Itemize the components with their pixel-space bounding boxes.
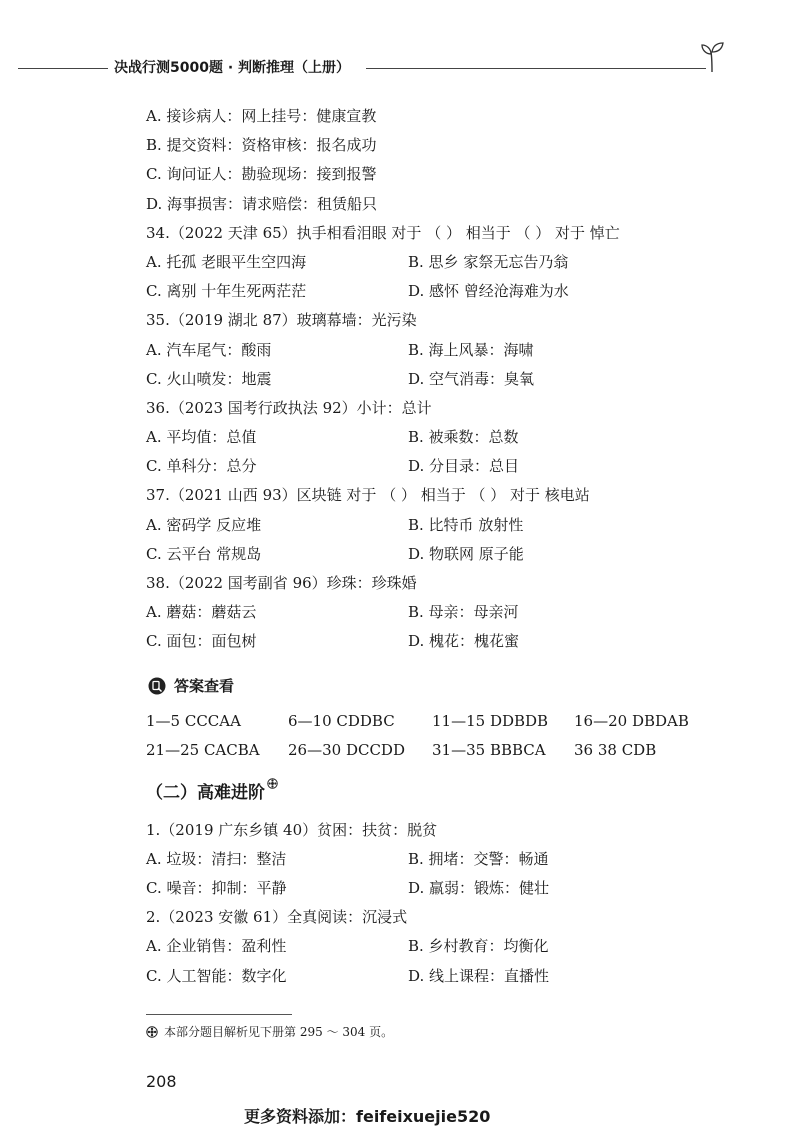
line-text: C. 单科分：总分 bbox=[146, 457, 257, 476]
line-text-right: D. 空气消毒：臭氧 bbox=[408, 369, 535, 388]
answers-heading-text: 答案查看 bbox=[174, 676, 235, 695]
line-text: 38.（2022 国考副省 96）珍珠：珍珠婚 bbox=[146, 574, 417, 592]
text-line bbox=[146, 306, 726, 335]
line-text: C. 火山喷发：地震 bbox=[146, 369, 272, 388]
text-line bbox=[146, 903, 726, 932]
header-rule-left bbox=[18, 68, 108, 69]
line-text-right: B. 拥堵：交警：畅通 bbox=[408, 849, 549, 868]
text-line bbox=[146, 160, 726, 189]
text-line bbox=[146, 932, 726, 961]
text-line bbox=[146, 540, 726, 569]
page-number: 208 bbox=[146, 1072, 177, 1091]
text-line bbox=[146, 102, 726, 131]
answer-group: 11—15 DDBDB bbox=[432, 711, 549, 730]
line-text: A. 汽车尾气：酸雨 bbox=[146, 340, 272, 359]
book-title: 决战行测5000题 · 判断推理（上册） bbox=[114, 60, 351, 76]
line-text-right: B. 被乘数：总数 bbox=[408, 428, 519, 447]
line-text: 36.（2023 国考行政执法 92）小计：总计 bbox=[146, 398, 432, 417]
question-block-top bbox=[146, 102, 726, 657]
text-line bbox=[146, 365, 726, 394]
line-text: A. 接诊病人：网上挂号：健康宣教 bbox=[146, 107, 377, 125]
line-text-right: B. 乡村教育：均衡化 bbox=[408, 937, 549, 956]
text-line bbox=[146, 845, 726, 874]
line-text-right: D. 感怀 曾经沧海难为水 bbox=[408, 282, 569, 301]
line-text: A. 平均值：总值 bbox=[146, 428, 257, 447]
text-line bbox=[146, 423, 726, 452]
answer-group: 21—25 CACBA bbox=[146, 741, 260, 760]
text-line bbox=[146, 219, 726, 248]
text-line bbox=[146, 627, 726, 656]
line-text: C. 询问证人：勘验现场：接到报警 bbox=[146, 165, 377, 184]
footnote-text: 本部分题目解析见下册第 295 ～ 304 页。 bbox=[164, 1025, 394, 1039]
answer-group: 1—5 CCCAA bbox=[146, 711, 241, 730]
page-content bbox=[146, 102, 726, 991]
answer-group: 26—30 DCCDD bbox=[288, 741, 405, 760]
header-rule-right bbox=[366, 68, 706, 69]
line-text: C. 人工智能：数字化 bbox=[146, 966, 287, 985]
text-line bbox=[146, 394, 726, 423]
running-header bbox=[18, 56, 718, 80]
line-text-right: B. 比特币 放射性 bbox=[408, 515, 524, 534]
flower-mark-icon bbox=[146, 1026, 158, 1038]
line-text: A. 密码学 反应堆 bbox=[146, 515, 262, 534]
line-text-right: B. 海上风暴：海啸 bbox=[408, 340, 534, 359]
line-text: 35.（2019 湖北 87）玻璃幕墙：光污染 bbox=[146, 311, 417, 330]
text-line bbox=[146, 248, 726, 277]
answer-badge-icon bbox=[148, 677, 166, 695]
answer-row bbox=[146, 736, 726, 766]
line-text-right: D. 物联网 原子能 bbox=[408, 544, 524, 563]
line-text: 37.（2021 山西 93）区块链 对于 （ ） 相当于 （ ） 对于 核电站 bbox=[146, 486, 590, 505]
answer-group: 6—10 CDDBC bbox=[288, 711, 395, 730]
line-text: A. 企业销售：盈利性 bbox=[146, 937, 287, 956]
answer-group: 31—35 BBBCA bbox=[432, 741, 546, 760]
text-line bbox=[146, 569, 726, 598]
line-text: D. 海事损害：请求赔偿：租赁船只 bbox=[146, 194, 378, 213]
answer-key bbox=[146, 707, 726, 766]
line-text: A. 托孤 老眼平生空四海 bbox=[146, 252, 307, 271]
flower-mark-icon bbox=[267, 778, 278, 789]
text-line bbox=[146, 131, 726, 160]
answer-row bbox=[146, 707, 726, 737]
answer-group: 16—20 DBDAB bbox=[574, 711, 689, 730]
text-line bbox=[146, 511, 726, 540]
text-line bbox=[146, 598, 726, 627]
footnote bbox=[146, 1022, 393, 1042]
line-text: C. 面包：面包树 bbox=[146, 632, 257, 651]
line-text-right: B. 母亲：母亲河 bbox=[408, 603, 519, 622]
line-text-right: D. 羸弱：锻炼：健壮 bbox=[408, 878, 550, 897]
text-line bbox=[146, 452, 726, 481]
answer-group: 36 38 CDB bbox=[574, 741, 657, 760]
text-line bbox=[146, 481, 726, 510]
sprout-icon bbox=[698, 40, 726, 74]
text-line bbox=[146, 874, 726, 903]
watermark-text: 更多资料添加：feifeixuejie520 bbox=[244, 1107, 491, 1126]
line-text: C. 云平台 常规岛 bbox=[146, 544, 262, 563]
answers-heading bbox=[146, 671, 726, 701]
line-text: A. 蘑菇：蘑菇云 bbox=[146, 603, 257, 622]
line-text: 1.（2019 广东乡镇 40）贫困：扶贫：脱贫 bbox=[146, 820, 438, 839]
text-line bbox=[146, 336, 726, 365]
subsection-heading bbox=[146, 776, 726, 810]
line-text: C. 噪音：抑制：平静 bbox=[146, 878, 287, 897]
text-line bbox=[146, 277, 726, 306]
line-text: C. 离别 十年生死两茫茫 bbox=[146, 282, 307, 301]
line-text-right: D. 线上课程：直播性 bbox=[408, 966, 550, 985]
text-line bbox=[146, 816, 726, 845]
line-text: B. 提交资料：资格审核：报名成功 bbox=[146, 136, 377, 155]
footnote-rule bbox=[146, 1014, 292, 1015]
question-block-bottom bbox=[146, 816, 726, 991]
line-text: A. 垃圾：清扫：整洁 bbox=[146, 849, 287, 868]
line-text-right: B. 思乡 家祭无忘告乃翁 bbox=[408, 252, 569, 271]
line-text: 34.（2022 天津 65）执手相看泪眼 对于 （ ） 相当于 （ ） 对于 悼亡 bbox=[146, 223, 620, 242]
line-text: 2.（2023 安徽 61）全真阅读：沉浸式 bbox=[146, 908, 408, 927]
line-text-right: D. 分目录：总目 bbox=[408, 457, 520, 476]
subsection-title: （二）高难进阶 bbox=[146, 782, 265, 803]
text-line bbox=[146, 190, 726, 219]
text-line bbox=[146, 962, 726, 991]
line-text-right: D. 槐花：槐花蜜 bbox=[408, 632, 520, 651]
